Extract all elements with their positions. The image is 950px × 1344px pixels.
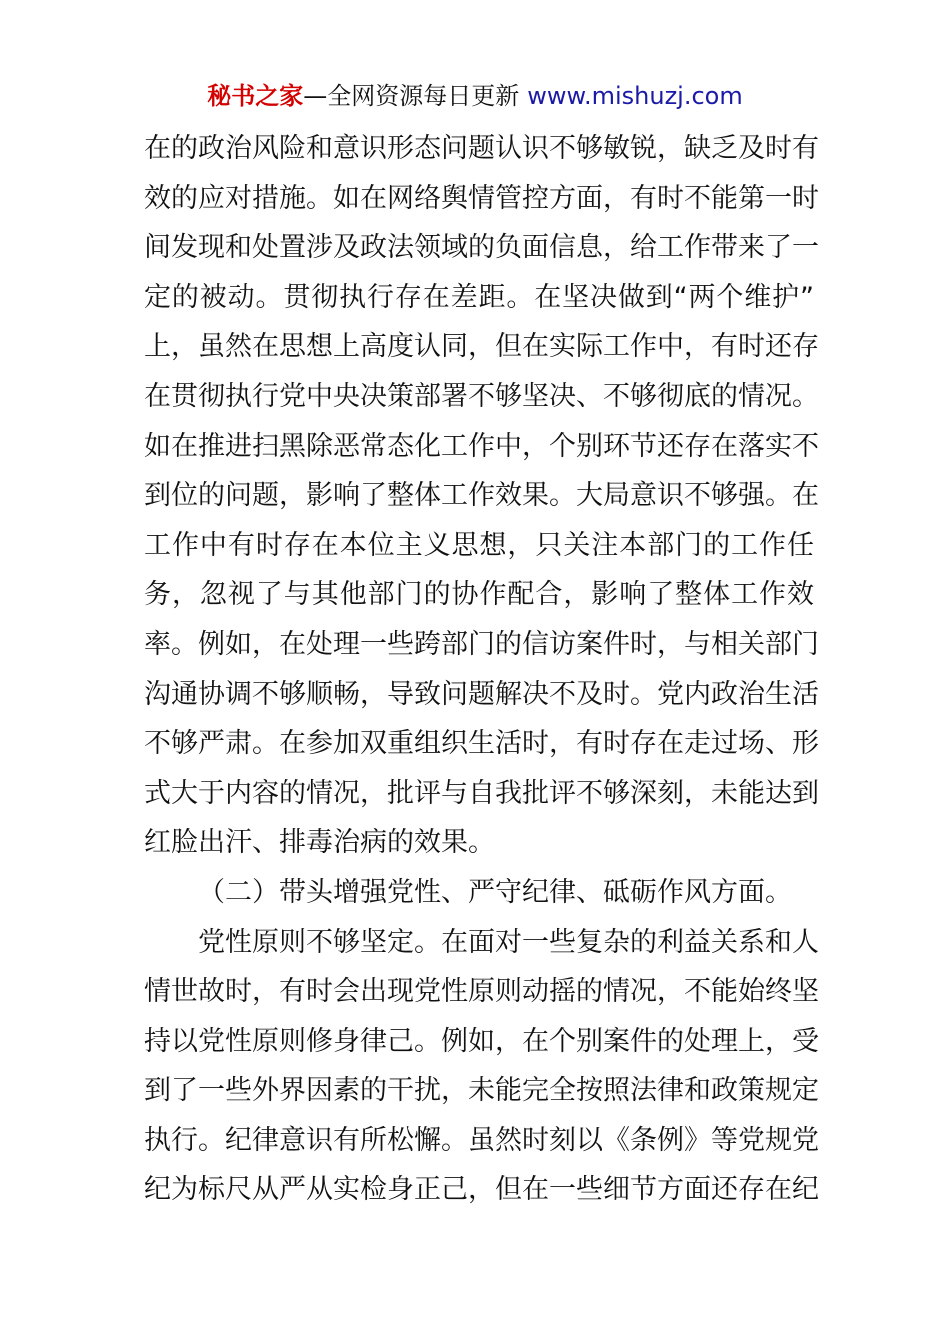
text-line: 在贯彻执行党中央决策部署不够坚决、不够彻底的情况。: [144, 380, 819, 412]
text-line: 到位的问题，影响了整体工作效果。大局意识不够强。在: [144, 480, 819, 512]
text-line: 工作中有时存在本位主义思想，只关注本部门的工作任: [144, 529, 814, 561]
text-line: 纪为标尺从严从实检身正己，但在一些细节方面还存在纪: [144, 1174, 819, 1206]
header-slogan: —全网资源每日更新: [303, 82, 520, 110]
text-line: 情世故时，有时会出现党性原则动摇的情况，不能始终坚: [144, 976, 819, 1008]
brand-name: 秘书之家: [207, 82, 304, 110]
text-line: 如在推进扫黑除恶常态化工作中，个别环节还存在落实不: [144, 430, 819, 462]
text-line: 间发现和处置涉及政法领域的负面信息，给工作带来了一: [144, 232, 819, 264]
document-body: [144, 124, 819, 1215]
site-header: [0, 80, 950, 112]
text-line: 执行。纪律意识有所松懈。虽然时刻以《条例》等党规党: [144, 1124, 819, 1156]
text-line: 率。例如，在处理一些跨部门的信访案件时，与相关部门: [144, 628, 819, 660]
text-line: 红脸出汗、排毒治病的效果。: [144, 827, 495, 859]
text-line: 持以党性原则修身律己。例如，在个别案件的处理上，受: [144, 1025, 819, 1057]
text-line: 式大于内容的情况，批评与自我批评不够深刻，未能达到: [144, 777, 819, 809]
text-line: 定的被动。贯彻执行存在差距。在坚决做到“两个维护”: [144, 281, 814, 313]
site-url: www.mishuzj.com: [527, 82, 743, 110]
text-line: 到了一些外界因素的干扰，未能完全按照法律和政策规定: [144, 1075, 819, 1107]
text-line: 效的应对措施。如在网络舆情管控方面，有时不能第一时: [144, 182, 819, 214]
text-line: 不够严肃。在参加双重组织生活时，有时存在走过场、形: [144, 728, 819, 760]
paragraph-first-line: 党性原则不够坚定。在面对一些复杂的利益关系和人: [198, 926, 819, 958]
section-heading: （二）带头增强党性、严守纪律、砥砺作风方面。: [198, 876, 792, 908]
text-line: 上，虽然在思想上高度认同，但在实际工作中，有时还存: [144, 331, 819, 363]
text-line: 在的政治风险和意识形态问题认识不够敏锐，缺乏及时有: [144, 133, 819, 164]
text-line: 沟通协调不够顺畅，导致问题解决不及时。党内政治生活: [144, 678, 819, 710]
text-line: 务，忽视了与其他部门的协作配合，影响了整体工作效: [144, 579, 814, 611]
